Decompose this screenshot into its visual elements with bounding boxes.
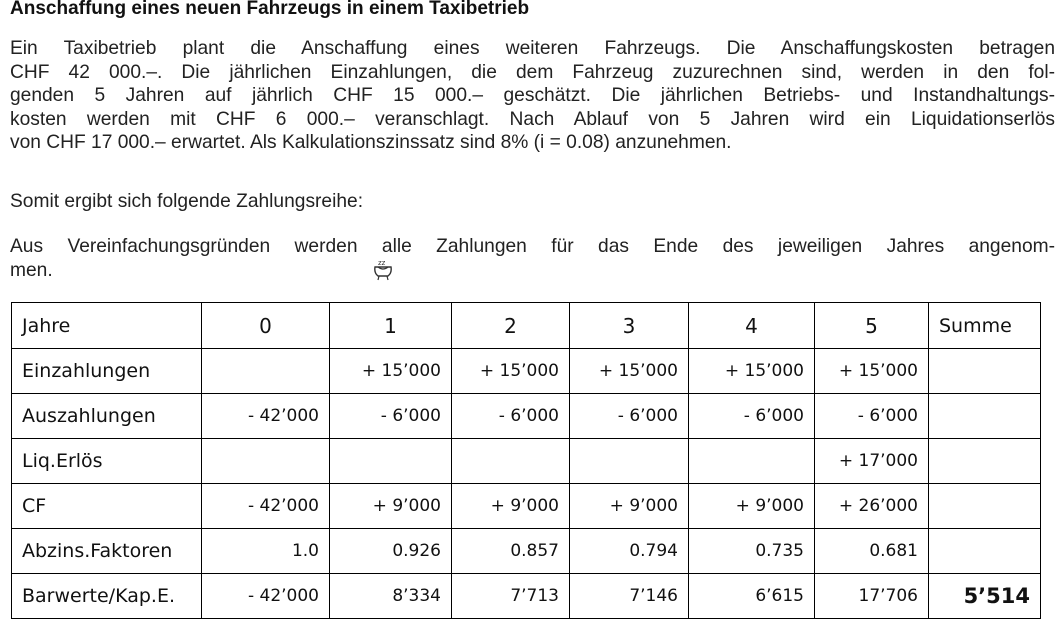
- table-cell: + 15’000: [330, 349, 452, 394]
- table-cell: 0.681: [815, 529, 929, 574]
- header-year-cell: 0: [202, 303, 330, 349]
- table-row: [12, 394, 1041, 439]
- payment-series-text: Somit ergibt sich folgende Zahlungsreihe:: [10, 191, 364, 212]
- intro-line: genden 5 Jahren auf jährlich CHF 15 000.– geschätzt. Die jährlichen Betriebs- und Instandhaltungs-: [10, 85, 1055, 106]
- intro-line: Ein Taxibetrieb plant die Anschaffung eines weiteren Fahrzeugs. Die Anschaffungskosten betragen: [10, 38, 1055, 59]
- header-label-cell: Jahre: [12, 303, 202, 349]
- table-cell: 6’615: [689, 574, 815, 619]
- table-cell: [689, 439, 815, 484]
- row-label: Auszahlungen: [12, 394, 202, 439]
- table-cell: 17’706: [815, 574, 929, 619]
- row-label: Barwerte/Kap.E.: [12, 574, 202, 619]
- svg-text:zz: zz: [378, 259, 386, 267]
- payment-series-intro: [10, 190, 1055, 214]
- table-cell: + 17’000: [815, 439, 929, 484]
- intro-line: kosten werden mit CHF 6 000.– veranschlagt. Nach Ablauf von 5 Jahren wird ein Liquidationserlös: [10, 108, 1055, 130]
- table-cell: + 9’000: [330, 484, 452, 529]
- table-cell: - 6’000: [452, 394, 570, 439]
- table-cell: - 42’000: [202, 484, 330, 529]
- table-cell: 8’334: [330, 574, 452, 619]
- sum-cell: [929, 529, 1041, 574]
- table-cell: 0.857: [452, 529, 570, 574]
- busy-cursor-icon: [370, 258, 396, 287]
- row-label: Einzahlungen: [12, 349, 202, 394]
- table-cell: 7’146: [570, 574, 689, 619]
- table-cell: - 6’000: [330, 394, 452, 439]
- intro-paragraph: [10, 37, 1055, 155]
- simplification-line: men.: [10, 259, 53, 281]
- table-cell: 7’713: [452, 574, 570, 619]
- row-label: Liq.Erlös: [12, 439, 202, 484]
- table-row: [12, 574, 1041, 619]
- header-year-cell: 2: [452, 303, 570, 349]
- table-cell: + 15’000: [689, 349, 815, 394]
- table-cell: 0.794: [570, 529, 689, 574]
- table-cell: - 6’000: [815, 394, 929, 439]
- table-cell: + 9’000: [570, 484, 689, 529]
- header-year-cell: 4: [689, 303, 815, 349]
- table-cell: [452, 439, 570, 484]
- intro-line: CHF 42 000.–. Die jährlichen Einzahlungen, die dem Fahrzeug zuzurechnen sind, werden in den fol-: [10, 61, 1055, 83]
- table-cell: + 15’000: [452, 349, 570, 394]
- header-sum-cell: Summe: [929, 303, 1041, 349]
- table-cell: [570, 439, 689, 484]
- header-year-cell: 3: [570, 303, 689, 349]
- table-cell: + 9’000: [689, 484, 815, 529]
- header-year-cell: 1: [330, 303, 452, 349]
- intro-line: von CHF 17 000.– erwartet. Als Kalkulationszinssatz sind 8% (i = 0.08) anzunehmen.: [10, 132, 732, 153]
- sum-cell: [929, 349, 1041, 394]
- table-header-row: [12, 303, 1041, 349]
- header-year-cell: 5: [815, 303, 929, 349]
- table-cell: 1.0: [202, 529, 330, 574]
- table-cell: 0.926: [330, 529, 452, 574]
- table-cell: [330, 439, 452, 484]
- table-row: [12, 529, 1041, 574]
- table-row: [12, 349, 1041, 394]
- document-title: Anschaffung eines neuen Fahrzeugs in einem Taxibetrieb: [10, 0, 530, 19]
- table-row: [12, 439, 1041, 484]
- table-cell: + 9’000: [452, 484, 570, 529]
- table-cell: [202, 439, 330, 484]
- sum-cell: [929, 484, 1041, 529]
- table-cell: - 6’000: [689, 394, 815, 439]
- simplification-paragraph: [10, 235, 1055, 282]
- cashflow-table: [11, 302, 1041, 619]
- sum-cell: [929, 439, 1041, 484]
- total-sum-cell: 5’514: [929, 574, 1041, 619]
- table-cell: + 15’000: [815, 349, 929, 394]
- table-cell: 0.735: [689, 529, 815, 574]
- table-cell: - 6’000: [570, 394, 689, 439]
- sum-cell: [929, 394, 1041, 439]
- row-label: CF: [12, 484, 202, 529]
- table-cell: [202, 349, 330, 394]
- table-cell: + 15’000: [570, 349, 689, 394]
- table-cell: + 26’000: [815, 484, 929, 529]
- table-cell: - 42’000: [202, 574, 330, 619]
- simplification-line: Aus Vereinfachungsgründen werden alle Zahlungen für das Ende des jeweiligen Jahres angenom-: [10, 236, 1055, 257]
- table-cell: - 42’000: [202, 394, 330, 439]
- table-row: [12, 484, 1041, 529]
- row-label: Abzins.Faktoren: [12, 529, 202, 574]
